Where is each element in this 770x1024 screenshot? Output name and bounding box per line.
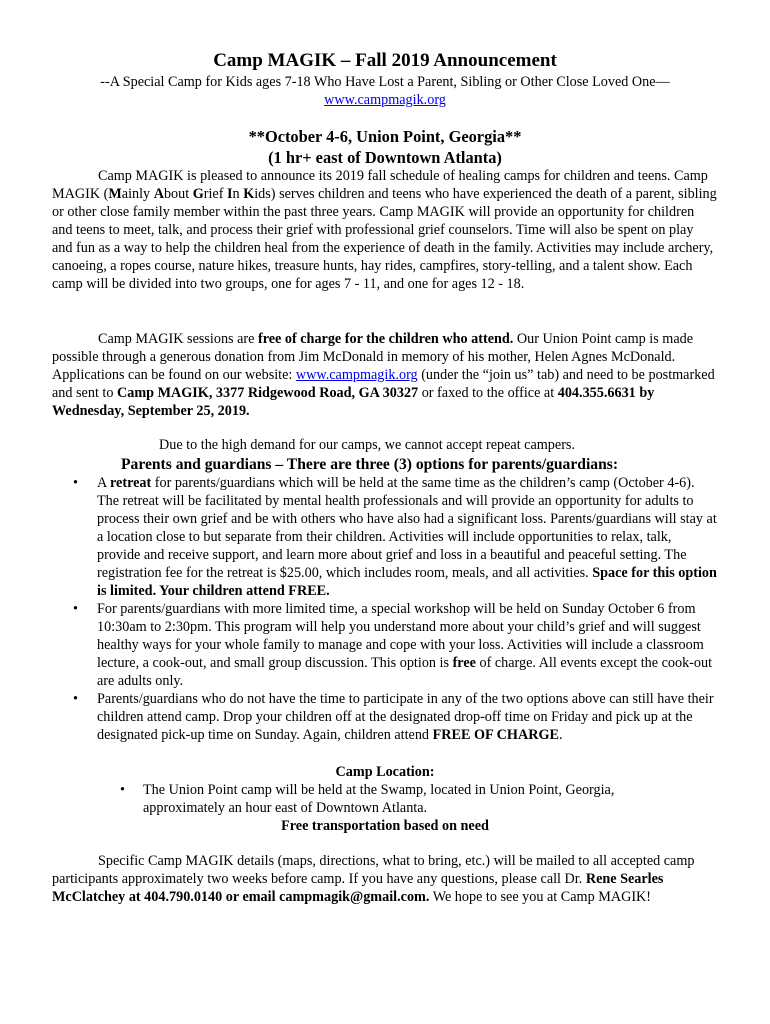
parent-options-list (52, 474, 717, 744)
event-date-heading (0, 126, 770, 168)
option-retreat: • A retreat for parents/guardians which will be held at the same time as the children’s camp (October 4-6). The retreat will be facilitated by mental health professionals and will provide an opportunity for adults to process their own grief and be with others who have also had a significant loss. Parents/guardians will stay at a location close to but separate from their children. Activities will include opportunities to relax, talk, provide and receive support, and learn more about grief and loss in a beautiful and peaceful setting. The registration fee for the retreat is $25.00, which includes room, meals, and all activities. Space for this option is limited. Your children attend FREE. (52, 474, 717, 600)
repeat-campers-note: Due to the high demand for our camps, we cannot accept repeat campers. (159, 437, 575, 453)
fax-deadline: 404.355.6631 by Wednesday, September 25, 2019. (52, 385, 655, 419)
page-title: Camp MAGIK – Fall 2019 Announcement (213, 50, 557, 71)
page-subtitle: --A Special Camp for Kids ages 7-18 Who Have Lost a Parent, Sibling or Other Close Loved One— (100, 74, 670, 90)
free-of-charge-text: free of charge for the children who attend. (257, 331, 514, 347)
camp-location-heading: Camp Location: (335, 764, 435, 780)
website-link-inline[interactable]: www.campmagik.org (295, 367, 418, 383)
option-workshop: • For parents/guardians with more limited time, a special workshop will be held on Sunday October 6 from 10:30am to 2:30pm. This program will help you understand more about your child’s grief and will suggest healthy ways for your whole family to manage and cope with your loss. Activities will include a classroom lecture, a cook-out, and small group discussion. This option is free of charge. All events except the cook-out are adults only. (52, 600, 717, 690)
parents-options-heading: Parents and guardians – There are three (3) options for parents/guardians: (121, 456, 619, 473)
website-link[interactable]: www.campmagik.org (324, 92, 446, 108)
transportation-note: Free transportation based on need (281, 818, 489, 834)
mailing-address: Camp MAGIK, 3377 Ridgewood Road, GA 30327 (117, 385, 419, 401)
header-url (0, 91, 770, 109)
camp-location-item: • The Union Point camp will be held at the Swamp, located in Union Point, Georgia, approximately an hour east of Downtown Atlanta. (98, 781, 658, 817)
option-drop-off: • Parents/guardians who do not have the time to participate in any of the two options above can still have their children attend camp. Drop your children off at the designated drop-off time on Friday and pick up at the designated pick-up time on Sunday. Again, children attend FREE OF CHARGE. (52, 690, 717, 744)
event-location-line: (1 hr+ east of Downtown Atlanta) (268, 148, 502, 167)
contact-info: Rene Searles McClatchey at 404.790.0140 or email campmagik@gmail.com. (52, 871, 664, 905)
camp-location-list (98, 781, 658, 817)
intro-paragraph: Camp MAGIK is pleased to announce its 2019 fall schedule of healing camps for children and teens. Camp MAGIK (Mainly About Grief In Kids) serves children and teens who have experienced the death of a parent, sibling or other close family member within the past three years. Camp MAGIK will provide an opportunity for children and teens to meet, talk, and process their grief with professional grief counselors. Time will also be spent on play and fun as a way to help the children heal from the experience of death in the family. Activities may include archery, canoeing, a ropes course, nature hikes, treasure hunts, hay rides, campfires, story-telling, and a talent show. Each camp will be divided into two groups, one for ages 7 - 11, and one for ages 12 - 18. (52, 168, 717, 292)
sessions-paragraph: Camp MAGIK sessions are free of charge for the children who attend. Our Union Point camp is made possible through a generous donation from Jim McDonald in memory of his mother, Helen Agnes McDonald. Applications can be found on our website: www.campmagik.org (under the “join us” tab) and need to be postmarked and sent to Camp MAGIK, 3377 Ridgewood Road, GA 30327 or faxed to the office at 404.355.6631 by Wednesday, September 25, 2019. (52, 331, 715, 419)
event-date-line: **October 4-6, Union Point, Georgia** (248, 127, 522, 146)
details-paragraph: Specific Camp MAGIK details (maps, directions, what to bring, etc.) will be mailed to all accepted camp participants approximately two weeks before camp. If you have any questions, please call Dr. Rene Searles McClatchey at 404.790.0140 or email campmagik@gmail.com. We hope to see you at Camp MAGIK! (52, 853, 695, 905)
